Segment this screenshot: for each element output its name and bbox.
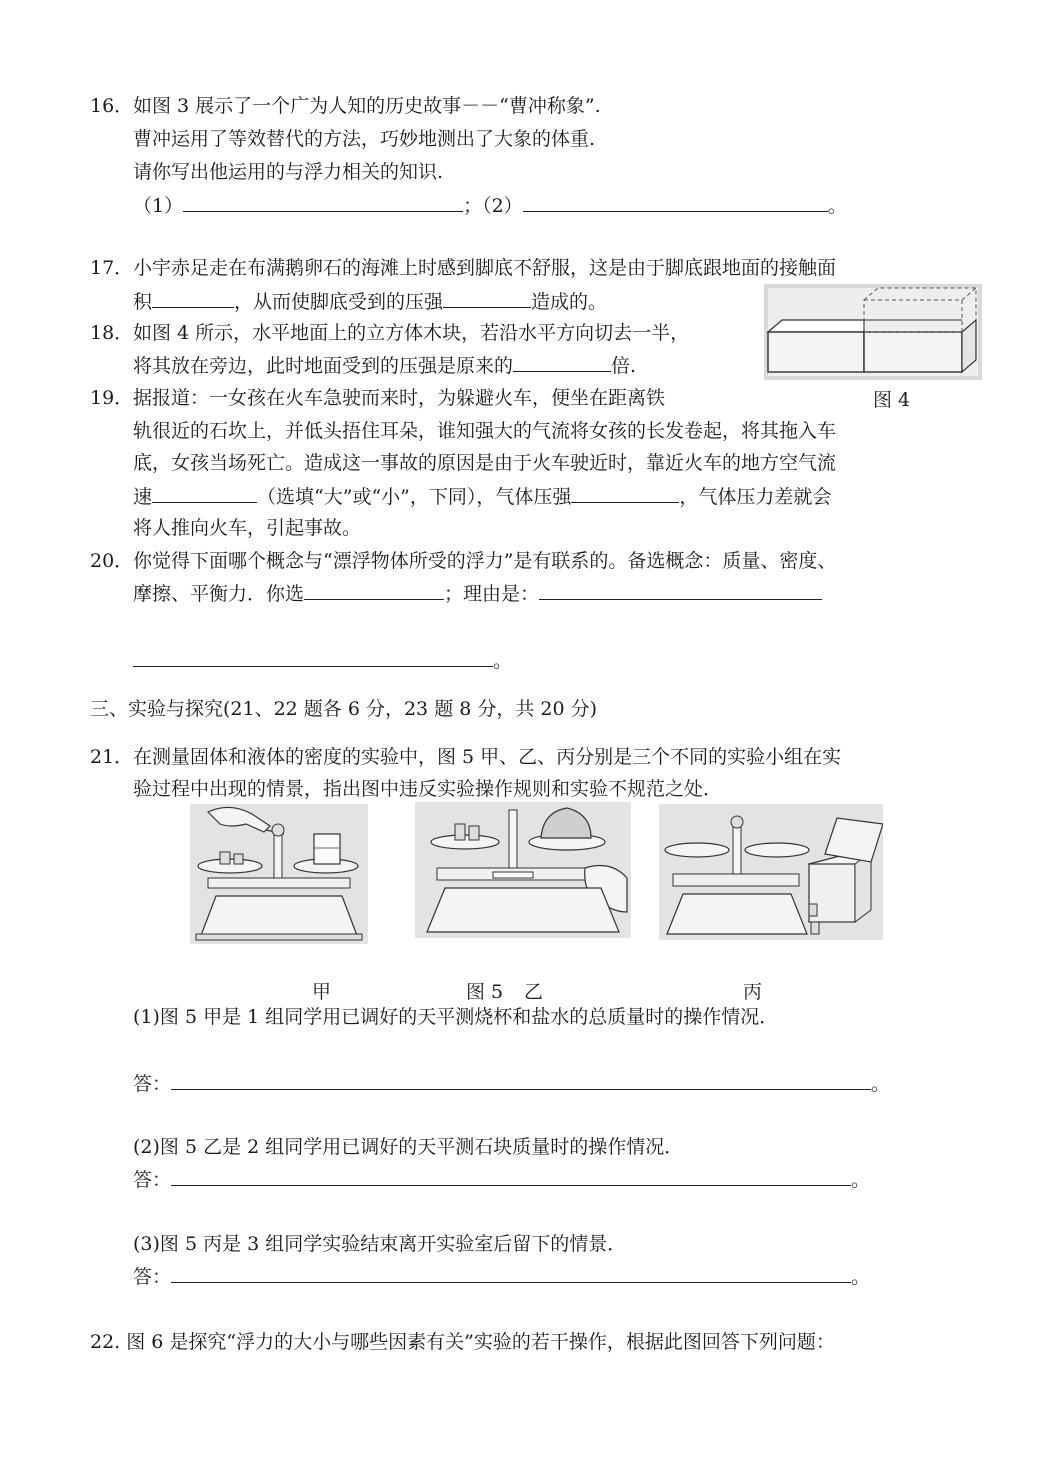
- q18-blank[interactable]: [513, 353, 611, 372]
- q21-answer-2-label: 答：: [133, 1169, 172, 1191]
- q16-answer-row: [133, 193, 847, 218]
- q20-line1: 你觉得下面哪个概念与“漂浮物体所受的浮力”是有联系的。备选概念：质量、密度、: [133, 550, 837, 572]
- q20-text-b: ；理由是：: [444, 583, 540, 605]
- q21-blank-2[interactable]: [171, 1167, 851, 1186]
- q19-blank-1[interactable]: [152, 484, 257, 503]
- q17-blank-1[interactable]: [152, 289, 234, 308]
- q17-text-b: ，从而使脚底受到的压强: [234, 291, 444, 313]
- q21-answer-1: [133, 1071, 890, 1096]
- q21-sub2: (2)图 5 乙是 2 组同学用已调好的天平测石块质量时的操作情况．: [133, 1136, 684, 1158]
- figure-5-bing-balance: [659, 804, 883, 940]
- q16-line1: 如图 3 展示了一个广为人知的历史故事－－“曹冲称象”.: [133, 95, 601, 117]
- figure-5-caption-bing: 丙: [743, 981, 763, 1003]
- section-3-title: [90, 697, 597, 721]
- q21-answer-1-label: 答：: [133, 1073, 172, 1095]
- q21-answer-2-end: 。: [851, 1169, 871, 1191]
- q21-line1: 在测量固体和液体的密度的实验中，图 5 甲、乙、丙分别是三个不同的实验小组在实: [133, 746, 842, 768]
- q19-text-c: ，气体压力差就会: [679, 486, 832, 508]
- q16-line2: 曹冲运用了等效替代的方法，巧妙地测出了大象的体重.: [133, 128, 596, 150]
- q19-line5: 将人推向火车，引起事故。: [133, 517, 362, 539]
- q18-text-a: 将其放在旁边，此时地面受到的压强是原来的: [133, 355, 514, 377]
- section-3-title-text: 三、实验与探究(21、22 题各 6 分，23 题 8 分，共 20 分): [90, 698, 598, 720]
- q18-line2: [133, 353, 636, 378]
- q20-line2: [133, 581, 822, 606]
- q16-blank-2[interactable]: [523, 193, 828, 212]
- q21-line2: 验过程中出现的情景，指出图中违反实验操作规则和实验不规范之处．: [133, 778, 723, 800]
- q21-answer-3-end: 。: [851, 1266, 871, 1288]
- q20-number: 20．: [90, 550, 134, 572]
- figure-4-cubes: [764, 284, 982, 380]
- q20-text-a: 摩擦、平衡力．你选: [133, 583, 305, 605]
- q20-blank-choice[interactable]: [304, 581, 444, 600]
- q19-line2: 轨很近的石坎上，并低头捂住耳朵，谁知强大的气流将女孩的长发卷起，将其拖入车: [133, 420, 837, 442]
- q18-line1: 如图 4 所示，水平地面上的立方体木块，若沿水平方向切去一半，: [133, 322, 690, 344]
- figure-5-jia-balance: [190, 804, 368, 944]
- q19-text-a: 速: [133, 486, 153, 508]
- figure-5-caption-jia: 甲: [312, 981, 332, 1003]
- q19-line1: 据报道：一女孩在火车急驶而来时，为躲避火车，便坐在距离铁: [133, 387, 666, 409]
- q21-answer-2: [133, 1167, 870, 1192]
- q16-line3: 请你写出他运用的与浮力相关的知识.: [133, 161, 444, 183]
- q20-end: 。: [493, 650, 513, 672]
- q17-line1: 小宇赤足走在布满鹅卵石的海滩上时感到脚底不舒服，这是由于脚底跟地面的接触面: [133, 257, 837, 279]
- q21-answer-3: [133, 1264, 870, 1289]
- q16-blank-1[interactable]: [183, 193, 463, 212]
- q19-blank-2[interactable]: [571, 484, 679, 503]
- q16-number: 16．: [90, 95, 134, 117]
- q19-line4: [133, 484, 831, 509]
- q21-sub3: (3)图 5 丙是 3 组同学实验结束离开实验室后留下的情景．: [133, 1233, 627, 1255]
- figure-4-caption: 图 4: [873, 389, 911, 411]
- q16-part1-label: （1）: [133, 195, 184, 217]
- q17-text-a: 积: [133, 291, 153, 313]
- q22-text: 22. 图 6 是探究“浮力的大小与哪些因素有关”实验的若干操作，根据此图回答下列问题：: [90, 1331, 835, 1353]
- q21-sub1: (1)图 5 甲是 1 组同学用已调好的天平测烧杯和盐水的总质量时的操作情况．: [133, 1006, 779, 1028]
- q17-number: 17．: [90, 257, 134, 279]
- figure-5-yi-balance: [415, 802, 631, 938]
- q18-number: 18．: [90, 322, 134, 344]
- q21-blank-3[interactable]: [171, 1264, 851, 1283]
- q20-line3: [133, 648, 512, 673]
- q16-end: 。: [827, 195, 847, 217]
- figure-5-caption-yi: 乙: [524, 981, 544, 1003]
- q19-line3: 底，女孩当场死亡。造成这一事故的原因是由于火车驶近时，靠近火车的地方空气流: [133, 452, 837, 474]
- q17-line2: [133, 289, 607, 314]
- q17-blank-2[interactable]: [443, 289, 531, 308]
- q16-part2-label: ；（2）: [463, 195, 523, 217]
- q20-blank-reason-cont[interactable]: [133, 648, 493, 667]
- q21-blank-1[interactable]: [171, 1071, 871, 1090]
- q17-text-c: 造成的。: [531, 291, 608, 313]
- figure-5-caption: 图 5: [466, 981, 504, 1003]
- q20-blank-reason[interactable]: [539, 581, 822, 600]
- q19-text-b: （选填“大”或“小”，下同），气体压强: [257, 486, 572, 508]
- q18-text-b: 倍.: [611, 355, 637, 377]
- q21-answer-1-end: 。: [871, 1073, 891, 1095]
- q19-number: 19．: [90, 387, 134, 409]
- q21-answer-3-label: 答：: [133, 1266, 172, 1288]
- q21-number: 21．: [90, 746, 134, 768]
